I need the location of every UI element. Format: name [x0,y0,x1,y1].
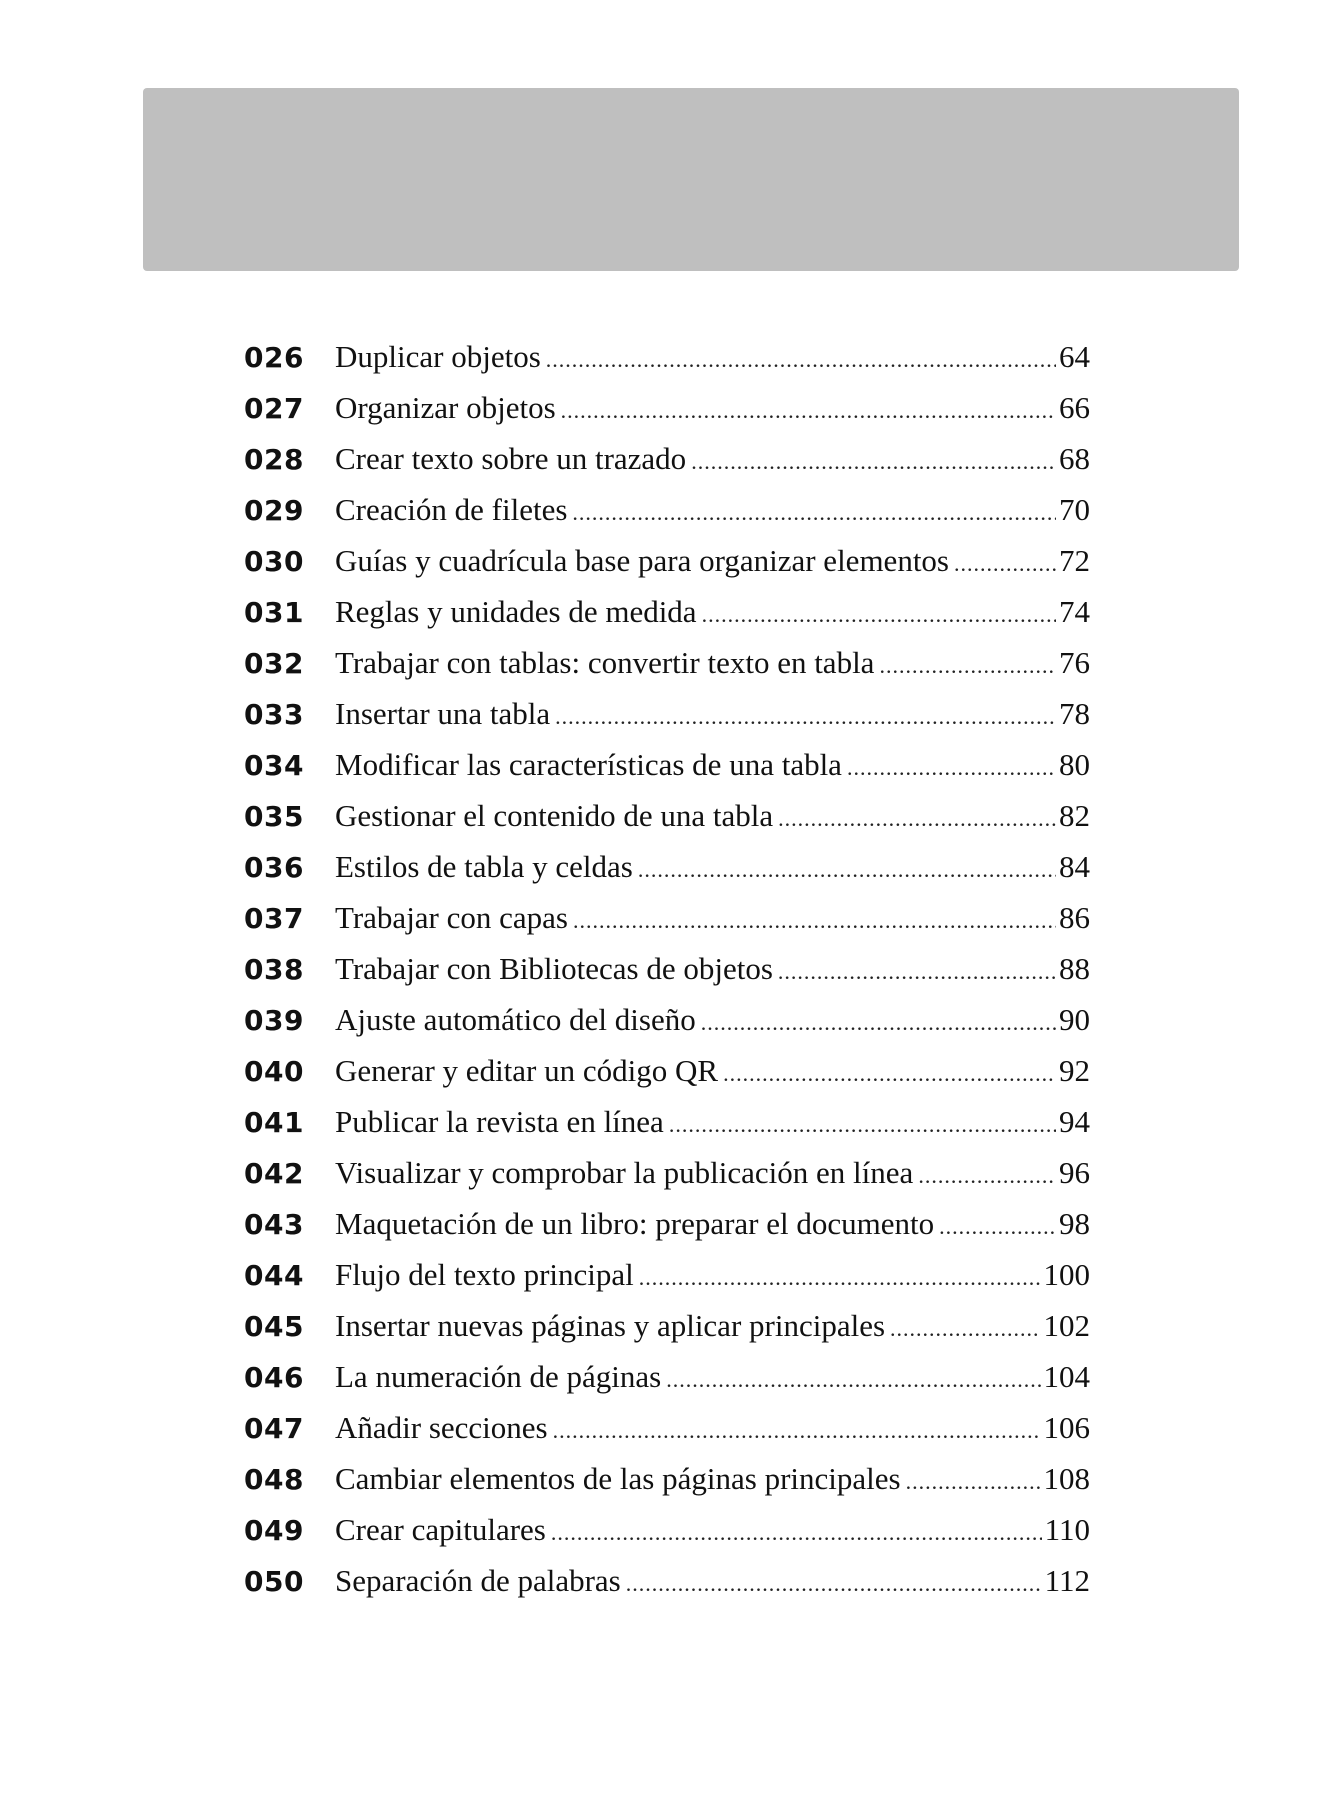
toc-entry-page: 102 [1043,1308,1090,1343]
toc-entry-title: Insertar una tabla [335,696,551,731]
toc-dot-leader [666,1354,1040,1405]
toc-entry-number: 045 [244,1310,304,1343]
toc-dot-leader [669,1099,1056,1150]
toc-entry-title: Estilos de tabla y celdas [335,849,633,884]
toc-entry-number: 048 [244,1463,304,1496]
header-band [143,88,1239,271]
toc-entry-title: Maquetación de un libro: preparar el documento [335,1206,935,1241]
toc-entry-title: Trabajar con capas [335,900,568,935]
toc-entry-page: 106 [1043,1410,1090,1445]
toc-entry-title: Publicar la revista en línea [335,1104,664,1139]
toc-entry-title: Insertar nuevas páginas y aplicar principales [335,1308,886,1343]
toc-entry-number: 035 [244,800,304,833]
toc-entry-number: 030 [244,545,304,578]
toc-entry [244,331,1090,382]
table-of-contents [244,331,1090,1606]
toc-entry-number: 039 [244,1004,304,1037]
toc-dot-leader [639,1252,1041,1303]
toc-entry-number: 044 [244,1259,304,1292]
toc-entry-number: 042 [244,1157,304,1190]
toc-entry [244,688,1090,739]
toc-dot-leader [918,1150,1056,1201]
toc-dot-leader [572,487,1056,538]
toc-entry-number: 033 [244,698,304,731]
toc-entry-page: 66 [1059,390,1090,425]
toc-dot-leader [847,742,1056,793]
toc-entry-page: 104 [1043,1359,1090,1394]
toc-entry-number: 034 [244,749,304,782]
toc-entry-number: 046 [244,1361,304,1394]
toc-entry-number: 029 [244,494,304,527]
toc-entry [244,433,1090,484]
toc-dot-leader [638,844,1056,895]
toc-entry [244,1045,1090,1096]
toc-entry-title: Creación de filetes [335,492,568,527]
toc-entry-page: 98 [1059,1206,1090,1241]
toc-entry-page: 110 [1044,1512,1090,1547]
toc-entry-title: Trabajar con Bibliotecas de objetos [335,951,773,986]
toc-entry [244,382,1090,433]
toc-entry-page: 100 [1043,1257,1090,1292]
toc-dot-leader [555,691,1056,742]
toc-entry [244,1351,1090,1402]
toc-entry-title: Organizar objetos [335,390,556,425]
toc-entry-page: 64 [1059,339,1090,374]
toc-entry-title: Trabajar con tablas: convertir texto en tabla [335,645,875,680]
toc-entry [244,535,1090,586]
toc-entry-page: 72 [1059,543,1090,578]
toc-entry [244,484,1090,535]
toc-entry [244,892,1090,943]
toc-entry-page: 96 [1059,1155,1090,1190]
toc-entry-number: 041 [244,1106,304,1139]
toc-dot-leader [778,793,1056,844]
toc-entry-number: 032 [244,647,304,680]
toc-dot-leader [890,1303,1040,1354]
toc-entry-title: Reglas y unidades de medida [335,594,697,629]
toc-entry [244,739,1090,790]
toc-entry-title: Modificar las características de una tabla [335,747,842,782]
toc-entry-number: 037 [244,902,304,935]
toc-entry-title: Generar y editar un código QR [335,1053,719,1088]
toc-dot-leader [954,538,1056,589]
toc-entry [244,1096,1090,1147]
toc-dot-leader [553,1405,1041,1456]
toc-entry-title: Crear capitulares [335,1512,546,1547]
toc-entry-page: 90 [1059,1002,1090,1037]
toc-entry-title: Cambiar elementos de las páginas principales [335,1461,901,1496]
toc-entry [244,943,1090,994]
toc-entry [244,994,1090,1045]
toc-entry [244,1198,1090,1249]
toc-entry-title: La numeración de páginas [335,1359,662,1394]
toc-entry-page: 86 [1059,900,1090,935]
toc-entry-number: 026 [244,341,304,374]
toc-dot-leader [939,1201,1056,1252]
toc-entry [244,637,1090,688]
toc-entry-page: 88 [1059,951,1090,986]
toc-entry-number: 028 [244,443,304,476]
toc-entry-number: 040 [244,1055,304,1088]
toc-dot-leader [701,997,1056,1048]
toc-dot-leader [778,946,1056,997]
toc-entry-title: Guías y cuadrícula base para organizar elementos [335,543,949,578]
toc-dot-leader [546,334,1056,385]
toc-entry-page: 76 [1059,645,1090,680]
toc-entry-page: 78 [1059,696,1090,731]
toc-entry-page: 82 [1059,798,1090,833]
toc-entry-title: Ajuste automático del diseño [335,1002,696,1037]
toc-entry-number: 050 [244,1565,304,1598]
toc-entry [244,1402,1090,1453]
toc-dot-leader [561,385,1056,436]
toc-entry-number: 036 [244,851,304,884]
toc-entry-page: 92 [1059,1053,1090,1088]
toc-entry [244,1453,1090,1504]
toc-entry-number: 031 [244,596,304,629]
toc-entry [244,1147,1090,1198]
toc-entry-number: 043 [244,1208,304,1241]
toc-entry-page: 94 [1059,1104,1090,1139]
toc-entry-page: 70 [1059,492,1090,527]
toc-entry [244,586,1090,637]
toc-entry-title: Gestionar el contenido de una tabla [335,798,774,833]
toc-entry [244,1555,1090,1606]
toc-entry-page: 84 [1059,849,1090,884]
toc-entry-number: 049 [244,1514,304,1547]
toc-dot-leader [691,436,1056,487]
toc-entry-number: 038 [244,953,304,986]
toc-entry-page: 112 [1044,1563,1090,1598]
toc-entry [244,1504,1090,1555]
toc-dot-leader [723,1048,1056,1099]
toc-dot-leader [573,895,1056,946]
toc-entry-title: Separación de palabras [335,1563,621,1598]
toc-entry [244,841,1090,892]
toc-entry [244,1249,1090,1300]
toc-entry [244,790,1090,841]
toc-entry-title: Flujo del texto principal [335,1257,634,1292]
toc-entry-title: Duplicar objetos [335,339,541,374]
toc-dot-leader [551,1507,1042,1558]
toc-entry-title: Crear texto sobre un trazado [335,441,687,476]
toc-dot-leader [702,589,1056,640]
toc-entry-title: Añadir secciones [335,1410,548,1445]
toc-entry-title: Visualizar y comprobar la publicación en línea [335,1155,914,1190]
toc-dot-leader [879,640,1056,691]
toc-entry-page: 74 [1059,594,1090,629]
toc-entry-page: 108 [1043,1461,1090,1496]
toc-entry-number: 047 [244,1412,304,1445]
toc-entry-number: 027 [244,392,304,425]
toc-entry-page: 80 [1059,747,1090,782]
toc-dot-leader [626,1558,1042,1609]
toc-entry [244,1300,1090,1351]
toc-entry-page: 68 [1059,441,1090,476]
toc-dot-leader [906,1456,1041,1507]
